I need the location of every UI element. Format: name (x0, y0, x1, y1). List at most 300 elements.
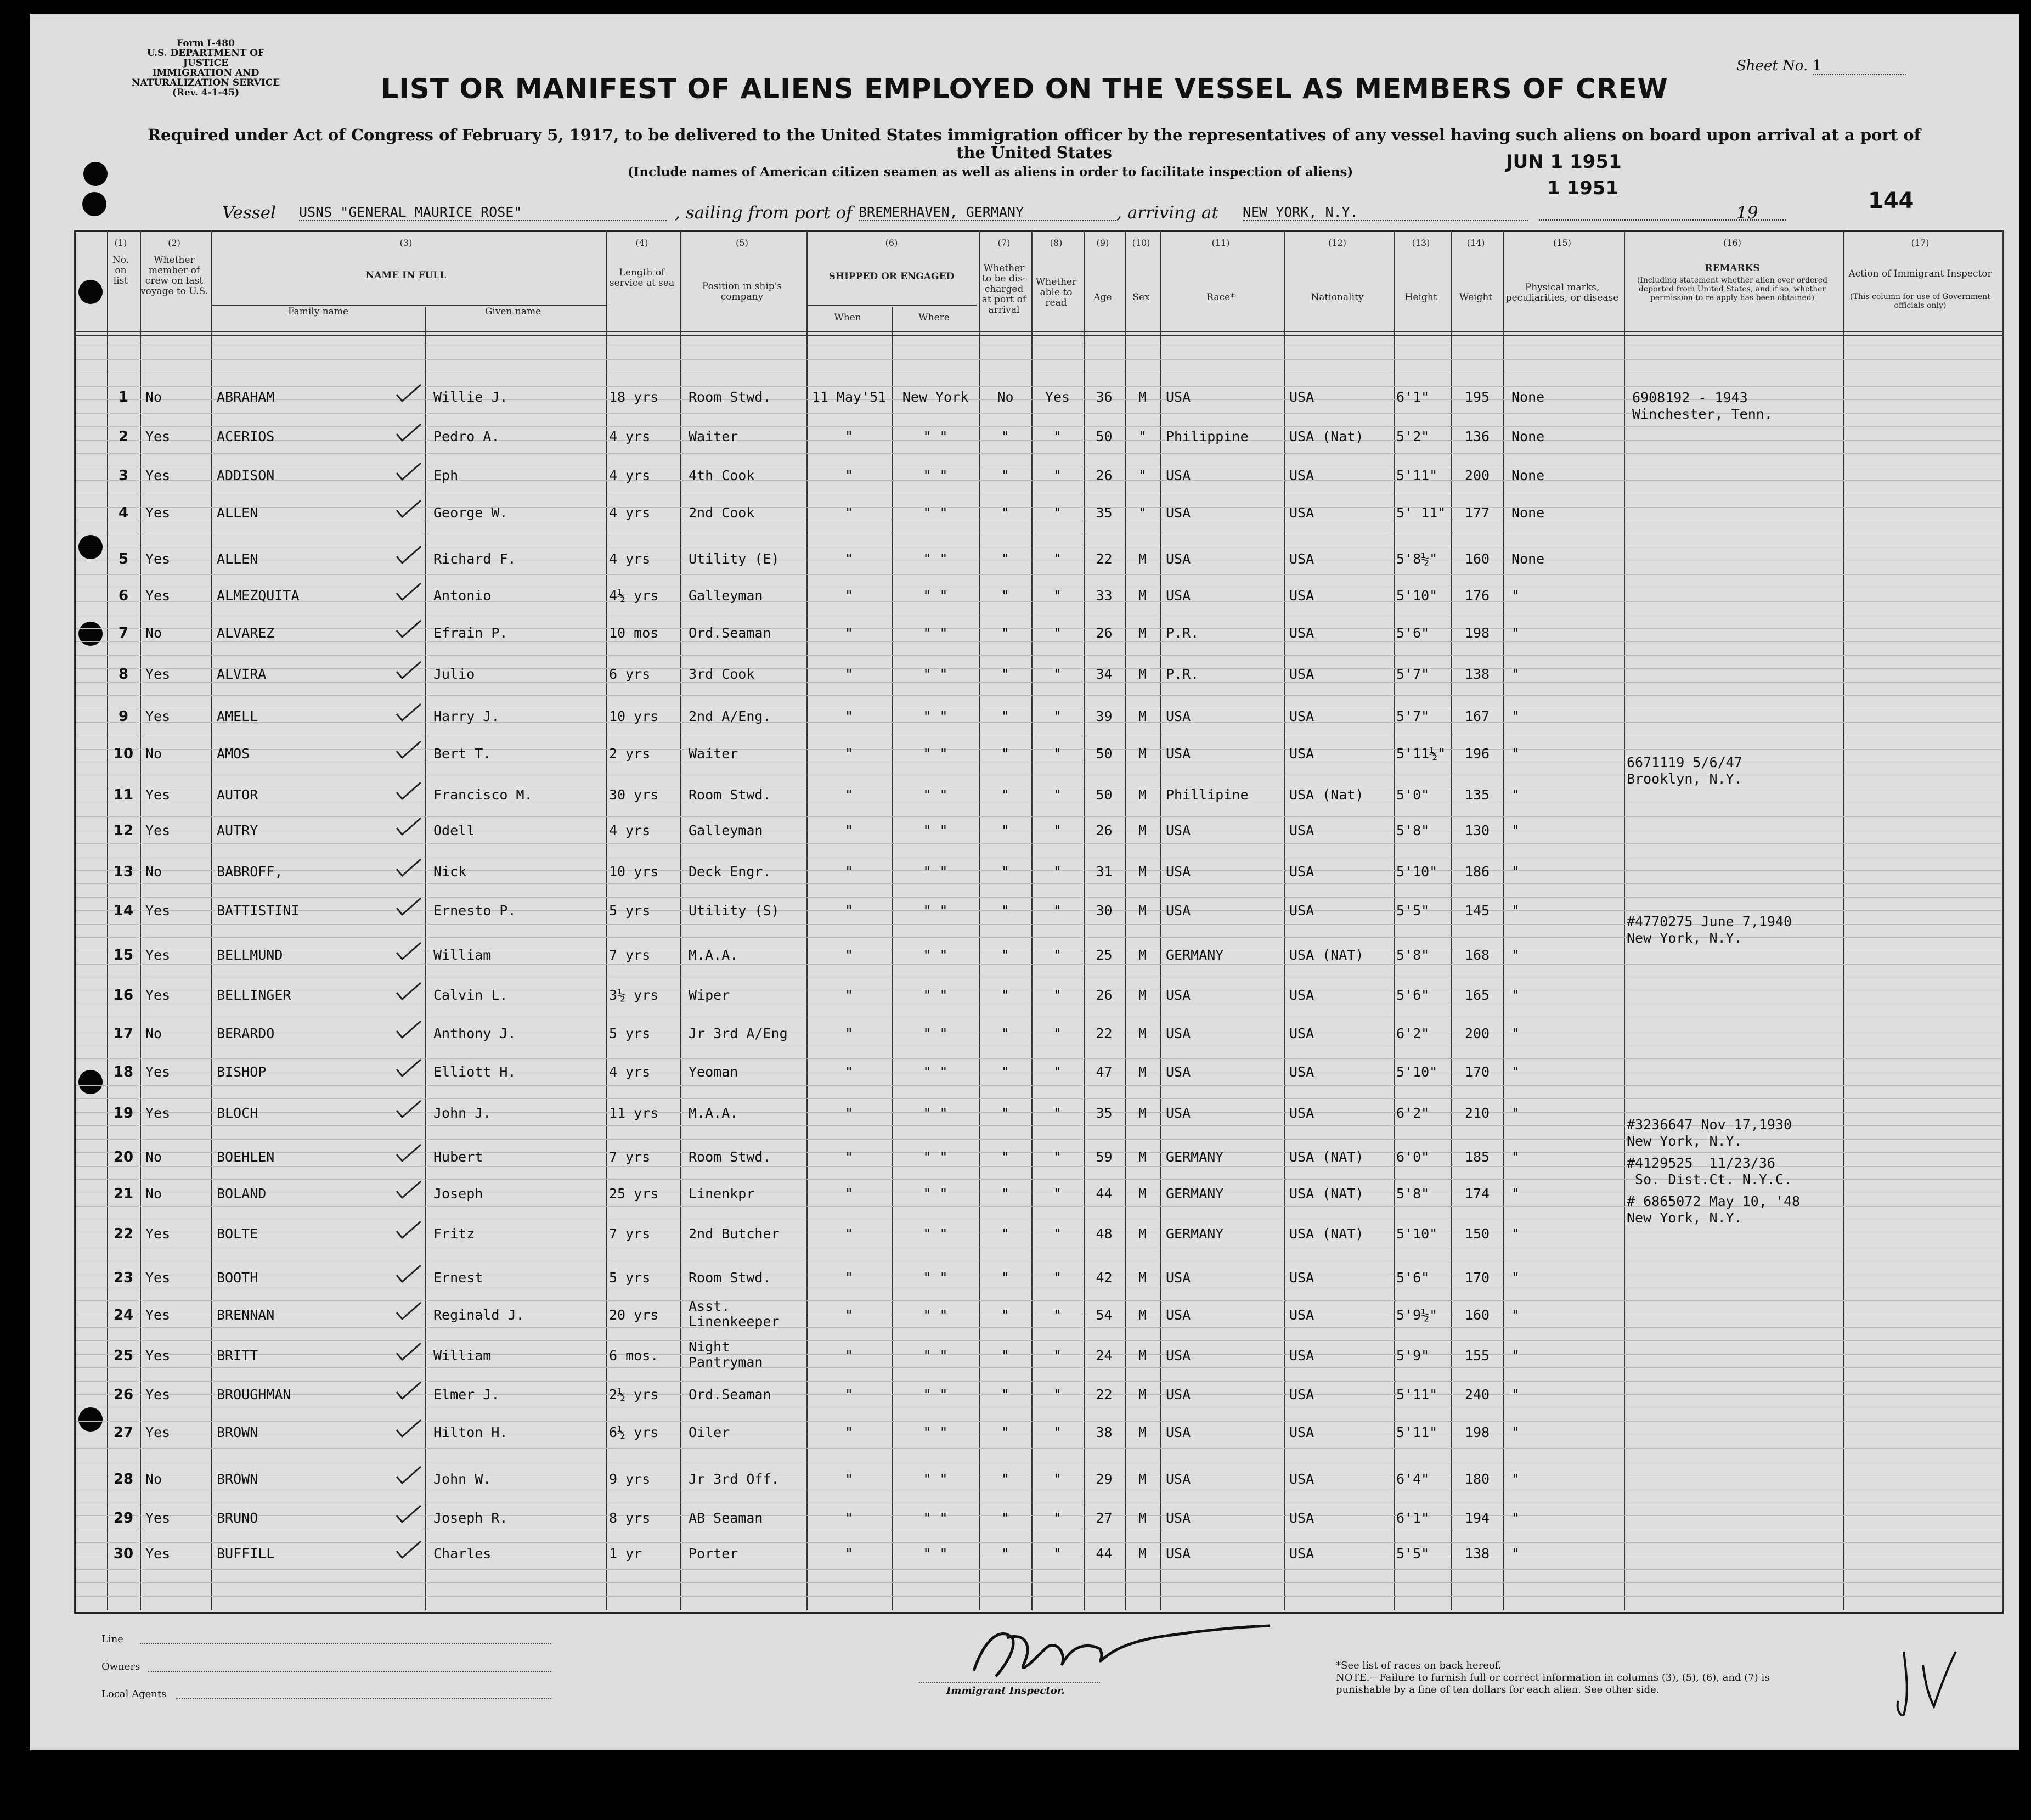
cell-sex: M (1138, 551, 1147, 567)
check-mark-icon (392, 498, 425, 520)
cell-when: " (844, 429, 854, 444)
cell-given: Richard F. (433, 551, 516, 567)
cell-given: Ernesto P. (433, 903, 516, 919)
column-rule (1503, 230, 1504, 1610)
cell-read: " (1053, 987, 1062, 1003)
cell-sex: M (1138, 1149, 1147, 1165)
cell-weight: 168 (1464, 947, 1490, 963)
cell-height: 5'2" (1396, 429, 1430, 444)
cell-read: " (1053, 1186, 1062, 1202)
owners-label: Owners (101, 1661, 140, 1672)
cell-nat: USA (1289, 1348, 1314, 1363)
cell-race: P.R. (1166, 625, 1199, 641)
cell-where: " " (923, 708, 948, 724)
cell-given: Willie J. (433, 389, 508, 405)
cell-marks: " (1511, 1471, 1520, 1487)
cell-position: M.A.A. (689, 947, 738, 963)
ruled-line (76, 1340, 2001, 1341)
cell-weight: 150 (1464, 1226, 1490, 1242)
column-rule (140, 230, 141, 1610)
cell-height: 5'11" (1396, 1387, 1438, 1402)
cell-no: 19 (113, 1105, 134, 1122)
col-header-family: Family name (287, 306, 349, 317)
cell-height: 6'1" (1396, 389, 1430, 405)
cell-age: 33 (1096, 588, 1113, 604)
col-num: (8) (1050, 238, 1063, 248)
column-rule (979, 230, 980, 1610)
col-header-sex: Sex (1132, 292, 1150, 303)
check-mark-icon (392, 896, 425, 918)
cell-nat: USA (1289, 1307, 1314, 1323)
cell-service: 6½ yrs (609, 1424, 659, 1440)
cell-given: Bert T. (433, 746, 492, 762)
col-header-read: Whether able to read (1035, 277, 1077, 308)
cell-family: ACERIOS (217, 429, 275, 444)
cell-marks: " (1511, 1186, 1520, 1202)
cell-given: Eph (433, 467, 459, 483)
cell-height: 6'1" (1396, 1510, 1430, 1526)
cell-service: 2 yrs (609, 746, 651, 762)
cell-height: 5'8" (1396, 822, 1430, 838)
cell-position: Room Stwd. (689, 1149, 771, 1165)
cell-read: " (1053, 1387, 1062, 1402)
cell-nat: USA (1289, 1025, 1314, 1041)
column-rule (1031, 230, 1033, 1610)
cell-where: " " (923, 987, 948, 1003)
cell-voyage: Yes (145, 588, 171, 604)
cell-family: BELLMUND (217, 947, 283, 963)
check-mark-icon (392, 702, 425, 724)
sheet-value: 1 (1813, 58, 1906, 75)
cell-height: 5'5" (1396, 1546, 1430, 1562)
cell-no: 13 (113, 864, 134, 880)
cell-disch: " (1001, 429, 1010, 444)
cell-read: " (1053, 1348, 1062, 1363)
cell-where: " " (923, 1387, 948, 1402)
cell-voyage: Yes (145, 1064, 171, 1080)
cell-where: " " (923, 822, 948, 838)
cell-read: " (1053, 746, 1062, 762)
cell-weight: 176 (1464, 588, 1490, 604)
col-num: (13) (1412, 238, 1430, 248)
cell-family: AUTRY (217, 822, 258, 838)
cell-weight: 138 (1464, 1546, 1490, 1562)
cell-sex: M (1138, 947, 1147, 963)
cell-service: 25 yrs (609, 1186, 659, 1202)
cell-height: 5'0" (1396, 787, 1430, 803)
cell-nat: USA (1289, 822, 1314, 838)
cell-disch: " (1001, 505, 1010, 521)
cell-service: 18 yrs (609, 389, 659, 405)
cell-when: " (844, 903, 854, 919)
cell-weight: 138 (1464, 666, 1490, 682)
cell-position: Jr 3rd A/Eng (689, 1025, 788, 1041)
cell-read: " (1053, 1307, 1062, 1323)
cell-height: 5'7" (1396, 666, 1430, 682)
cell-voyage: Yes (145, 1387, 171, 1402)
check-mark-icon (392, 382, 425, 404)
cell-weight: 135 (1464, 787, 1490, 803)
cell-height: 5'11" (1396, 467, 1438, 483)
cell-sex: M (1138, 987, 1147, 1003)
cell-marks: " (1511, 588, 1520, 604)
cell-service: 7 yrs (609, 947, 651, 963)
cell-voyage: Yes (145, 467, 171, 483)
cell-given: Fritz (433, 1226, 475, 1242)
check-mark-icon (392, 981, 425, 1002)
page-subtitle: Required under Act of Congress of February 5, 1917, to be delivered to the United States immigration officer by the representatives of any vessel having such aliens on board upon arrival at a port of the United States (147, 126, 1921, 162)
vessel-label: Vessel (222, 203, 276, 223)
cell-when: " (844, 708, 854, 724)
cell-sex: M (1138, 1105, 1147, 1121)
cell-race: GERMANY (1166, 1226, 1224, 1242)
cell-height: 5' 11" (1396, 505, 1446, 521)
ruled-line (76, 1327, 2001, 1328)
cell-age: 44 (1096, 1546, 1113, 1562)
cell-disch: " (1001, 787, 1010, 803)
cell-position: Jr 3rd Off. (689, 1471, 780, 1487)
cell-weight: 155 (1464, 1348, 1490, 1363)
cell-age: 36 (1096, 389, 1113, 405)
cell-age: 54 (1096, 1307, 1113, 1323)
ruled-line (76, 426, 2001, 427)
cell-nat: USA (1289, 1387, 1314, 1402)
cell-height: 5'6" (1396, 625, 1430, 641)
cell-no: 23 (113, 1270, 134, 1286)
date-stamp: JUN 1 1951 (1506, 151, 1622, 173)
ruled-line (76, 1569, 2001, 1570)
cell-given: William (433, 1348, 492, 1363)
cell-weight: 210 (1464, 1105, 1490, 1121)
cell-race: USA (1166, 1387, 1191, 1402)
cell-position: Yeoman (689, 1064, 738, 1080)
cell-position: Linenkpr (689, 1186, 755, 1202)
cell-height: 5'5" (1396, 903, 1430, 919)
agents-label: Local Agents (101, 1688, 167, 1700)
cell-age: 29 (1096, 1471, 1113, 1487)
check-mark-icon (392, 1019, 425, 1041)
column-rule (806, 230, 808, 1610)
check-mark-icon (392, 461, 425, 483)
cell-voyage: Yes (145, 947, 171, 963)
cell-marks: " (1511, 1510, 1520, 1526)
cell-disch: " (1001, 1226, 1010, 1242)
cell-when: " (844, 1186, 854, 1202)
cell-family: BABROFF, (217, 864, 283, 880)
cell-when: " (844, 1025, 854, 1041)
cell-disch: " (1001, 1424, 1010, 1440)
cell-no: 21 (113, 1186, 134, 1202)
cell-when: " (844, 551, 854, 567)
cell-given: Hilton H. (433, 1424, 508, 1440)
cell-where: " " (923, 588, 948, 604)
cell-height: 5'10" (1396, 1064, 1438, 1080)
sailing-label: , sailing from port of (675, 203, 853, 223)
cell-where: " " (923, 1149, 948, 1165)
cell-read: " (1053, 467, 1062, 483)
cell-marks: " (1511, 1025, 1520, 1041)
cell-weight: 160 (1464, 1307, 1490, 1323)
cell-voyage: No (145, 1471, 162, 1487)
cell-position: Room Stwd. (689, 389, 771, 405)
cell-age: 31 (1096, 864, 1113, 880)
cell-given: Efrain P. (433, 625, 508, 641)
cell-height: 5'8" (1396, 1186, 1430, 1202)
cell-where: " " (923, 1546, 948, 1562)
cell-when: " (844, 1064, 854, 1080)
cell-sex: M (1138, 864, 1147, 880)
cell-age: 35 (1096, 505, 1113, 521)
column-rule (1160, 230, 1161, 1610)
cell-height: 5'9½" (1396, 1307, 1438, 1323)
col-num: (5) (736, 238, 748, 248)
check-mark-icon (392, 1142, 425, 1164)
col-num: (7) (997, 238, 1011, 248)
check-mark-icon (392, 780, 425, 802)
inspector-signature (941, 1605, 1281, 1687)
cell-family: BERARDO (217, 1025, 275, 1041)
cell-marks: " (1511, 903, 1520, 919)
ruled-line (76, 1098, 2001, 1099)
cell-position-line2: Linenkeeper (689, 1314, 780, 1329)
col-header-remarks-note: (Including statement whether alien ever ordered deported from United States, and if so, whether permission to re-apply has been obtained) (1637, 276, 1828, 302)
cell-nat: USA (1289, 625, 1314, 641)
cell-service: 5 yrs (609, 903, 651, 919)
cell-sex: M (1138, 1424, 1147, 1440)
cell-weight: 196 (1464, 746, 1490, 762)
cell-where: " " (923, 1424, 948, 1440)
column-rule (1125, 230, 1126, 1610)
cell-given: Antonio (433, 588, 492, 604)
cell-read: " (1053, 1510, 1062, 1526)
ruled-line (76, 1421, 2001, 1422)
cell-no: 7 (118, 625, 129, 641)
col-header-service: Length of service at sea (609, 267, 675, 289)
cell-family: BROWN (217, 1471, 258, 1487)
cell-sex: M (1138, 666, 1147, 682)
check-mark-icon (392, 1263, 425, 1285)
cell-age: 22 (1096, 1025, 1113, 1041)
cell-read: " (1053, 1149, 1062, 1165)
revision: (Rev. 4-1-45) (172, 87, 240, 98)
cell-voyage: Yes (145, 1270, 171, 1286)
col-header-discharged: Whether to be dis-charged at port of arrival (981, 263, 1026, 315)
cell-sex: M (1138, 625, 1147, 641)
cell-family: BOOTH (217, 1270, 258, 1286)
cell-voyage: No (145, 864, 162, 880)
cell-weight: 200 (1464, 1025, 1490, 1041)
cell-when: " (844, 864, 854, 880)
cell-weight: 130 (1464, 822, 1490, 838)
ruled-line (76, 1582, 2001, 1583)
cell-no: 12 (113, 822, 134, 839)
cell-race: USA (1166, 1471, 1191, 1487)
cell-marks: " (1511, 822, 1520, 838)
cell-where: " " (923, 947, 948, 963)
cell-where: " " (923, 625, 948, 641)
cell-age: 38 (1096, 1424, 1113, 1440)
cell-when: " (844, 467, 854, 483)
column-rule (680, 230, 681, 1610)
cell-disch: " (1001, 864, 1010, 880)
cell-service: 5 yrs (609, 1025, 651, 1041)
punch-hole (83, 162, 108, 186)
cell-weight: 177 (1464, 505, 1490, 521)
cell-marks: " (1511, 1387, 1520, 1402)
column-rule (1451, 230, 1452, 1610)
cell-age: 47 (1096, 1064, 1113, 1080)
cell-race: USA (1166, 1307, 1191, 1323)
cell-no: 11 (113, 787, 134, 803)
cell-marks: " (1511, 1105, 1520, 1121)
cell-age: 26 (1096, 987, 1113, 1003)
cell-marks: " (1511, 787, 1520, 803)
vessel-line (222, 203, 1813, 228)
ruled-line (76, 1300, 2001, 1301)
cell-read: " (1053, 1025, 1062, 1041)
cell-given: Francisco M. (433, 787, 533, 803)
cell-position: 4th Cook (689, 467, 755, 483)
col-num: (2) (168, 238, 180, 248)
cell-where: " " (923, 505, 948, 521)
cell-no: 9 (118, 708, 129, 725)
cell-sex: M (1138, 746, 1147, 762)
ruled-line (76, 695, 2001, 696)
cell-service: 4½ yrs (609, 588, 659, 604)
cell-no: 20 (113, 1149, 134, 1165)
ruled-line (76, 1085, 2001, 1086)
cell-service: 20 yrs (609, 1307, 659, 1323)
cell-family: BOEHLEN (217, 1149, 275, 1165)
cell-sex: M (1138, 1546, 1147, 1562)
cell-no: 14 (113, 903, 134, 919)
cell-when: " (844, 625, 854, 641)
cell-read: " (1053, 708, 1062, 724)
cell-family: BROWN (217, 1424, 258, 1440)
check-mark-icon (392, 1300, 425, 1322)
cell-service: 30 yrs (609, 787, 659, 803)
cell-disch: " (1001, 947, 1010, 963)
cell-where: " " (923, 666, 948, 682)
cell-when: " (844, 588, 854, 604)
cell-height: 5'11½" (1396, 746, 1446, 762)
cell-when: " (844, 1105, 854, 1121)
cell-disch: " (1001, 1307, 1010, 1323)
cell-height: 5'6" (1396, 1270, 1430, 1286)
cell-family: BOLTE (217, 1226, 258, 1242)
cell-sex: " (1138, 429, 1147, 444)
cell-position: 2nd Butcher (689, 1226, 780, 1242)
cell-service: 2½ yrs (609, 1387, 659, 1402)
col-num: (15) (1553, 238, 1571, 248)
cell-nat: USA (1289, 389, 1314, 405)
cell-voyage: Yes (145, 822, 171, 838)
cell-marks: None (1511, 505, 1545, 521)
col-header-remarks: REMARKS (1705, 263, 1760, 274)
cell-read: " (1053, 864, 1062, 880)
cell-sex: M (1138, 903, 1147, 919)
cell-race: USA (1166, 822, 1191, 838)
check-mark-icon (392, 1341, 425, 1363)
cell-given: Joseph R. (433, 1510, 508, 1526)
cell-family: ALVAREZ (217, 625, 275, 641)
cell-marks: " (1511, 708, 1520, 724)
cell-marks: " (1511, 1424, 1520, 1440)
cell-no: 29 (113, 1510, 134, 1526)
ruled-line (76, 1448, 2001, 1449)
cell-height: 5'7" (1396, 708, 1430, 724)
year-label: 19 (1736, 203, 1758, 223)
cell-disch: " (1001, 1270, 1010, 1286)
cell-voyage: No (145, 1149, 162, 1165)
cell-family: ALLEN (217, 505, 258, 521)
cell-position: Utility (E) (689, 551, 780, 567)
cell-marks: None (1511, 551, 1545, 567)
cell-disch: " (1001, 746, 1010, 762)
cell-voyage: No (145, 746, 162, 762)
cell-read: " (1053, 1064, 1062, 1080)
cell-height: 5'8½" (1396, 551, 1438, 567)
cell-sex: M (1138, 1186, 1147, 1202)
cell-read: " (1053, 1105, 1062, 1121)
cell-where: " " (923, 1510, 948, 1526)
col-num: (11) (1211, 238, 1230, 248)
cell-race: USA (1166, 1510, 1191, 1526)
cell-where: " " (923, 1348, 948, 1363)
cell-disch: " (1001, 1186, 1010, 1202)
ruled-line (76, 897, 2001, 898)
cell-height: 5'11" (1396, 1424, 1438, 1440)
cell-nat: USA (1289, 708, 1314, 724)
cell-no: 26 (113, 1387, 134, 1403)
cell-age: 39 (1096, 708, 1113, 724)
column-rule (1284, 230, 1285, 1610)
cell-no: 6 (118, 588, 129, 604)
cell-position: Utility (S) (689, 903, 780, 919)
cell-service: 6 mos. (609, 1348, 659, 1363)
cell-service: 3½ yrs (609, 987, 659, 1003)
cell-height: 5'8" (1396, 947, 1430, 963)
column-rule (1624, 230, 1625, 1610)
cell-disch: " (1001, 666, 1010, 682)
cell-no: 10 (113, 746, 134, 762)
cell-weight: 180 (1464, 1471, 1490, 1487)
cell-height: 5'10" (1396, 864, 1438, 880)
cell-age: 24 (1096, 1348, 1113, 1363)
cell-read: " (1053, 625, 1062, 641)
cell-when: " (844, 1546, 854, 1562)
cell-sex: M (1138, 1471, 1147, 1487)
inspector-label: Immigrant Inspector. (946, 1685, 1065, 1697)
cell-marks: " (1511, 1226, 1520, 1242)
cell-marks: " (1511, 1307, 1520, 1323)
cell-when: " (844, 1348, 854, 1363)
cell-sex: " (1138, 467, 1147, 483)
cell-no: 2 (118, 429, 129, 445)
cell-voyage: Yes (145, 1105, 171, 1121)
col-num: (17) (1911, 238, 1930, 248)
cell-read: " (1053, 429, 1062, 444)
cell-when: " (844, 746, 854, 762)
cell-position: 2nd Cook (689, 505, 755, 521)
cell-given: Reginald J. (433, 1307, 524, 1323)
cell-no: 17 (113, 1025, 134, 1042)
cell-voyage: Yes (145, 787, 171, 803)
cell-nat: USA (1289, 505, 1314, 521)
cell-nat: USA (1289, 746, 1314, 762)
cell-nat: USA (NAT) (1289, 1149, 1364, 1165)
cell-voyage: Yes (145, 505, 171, 521)
